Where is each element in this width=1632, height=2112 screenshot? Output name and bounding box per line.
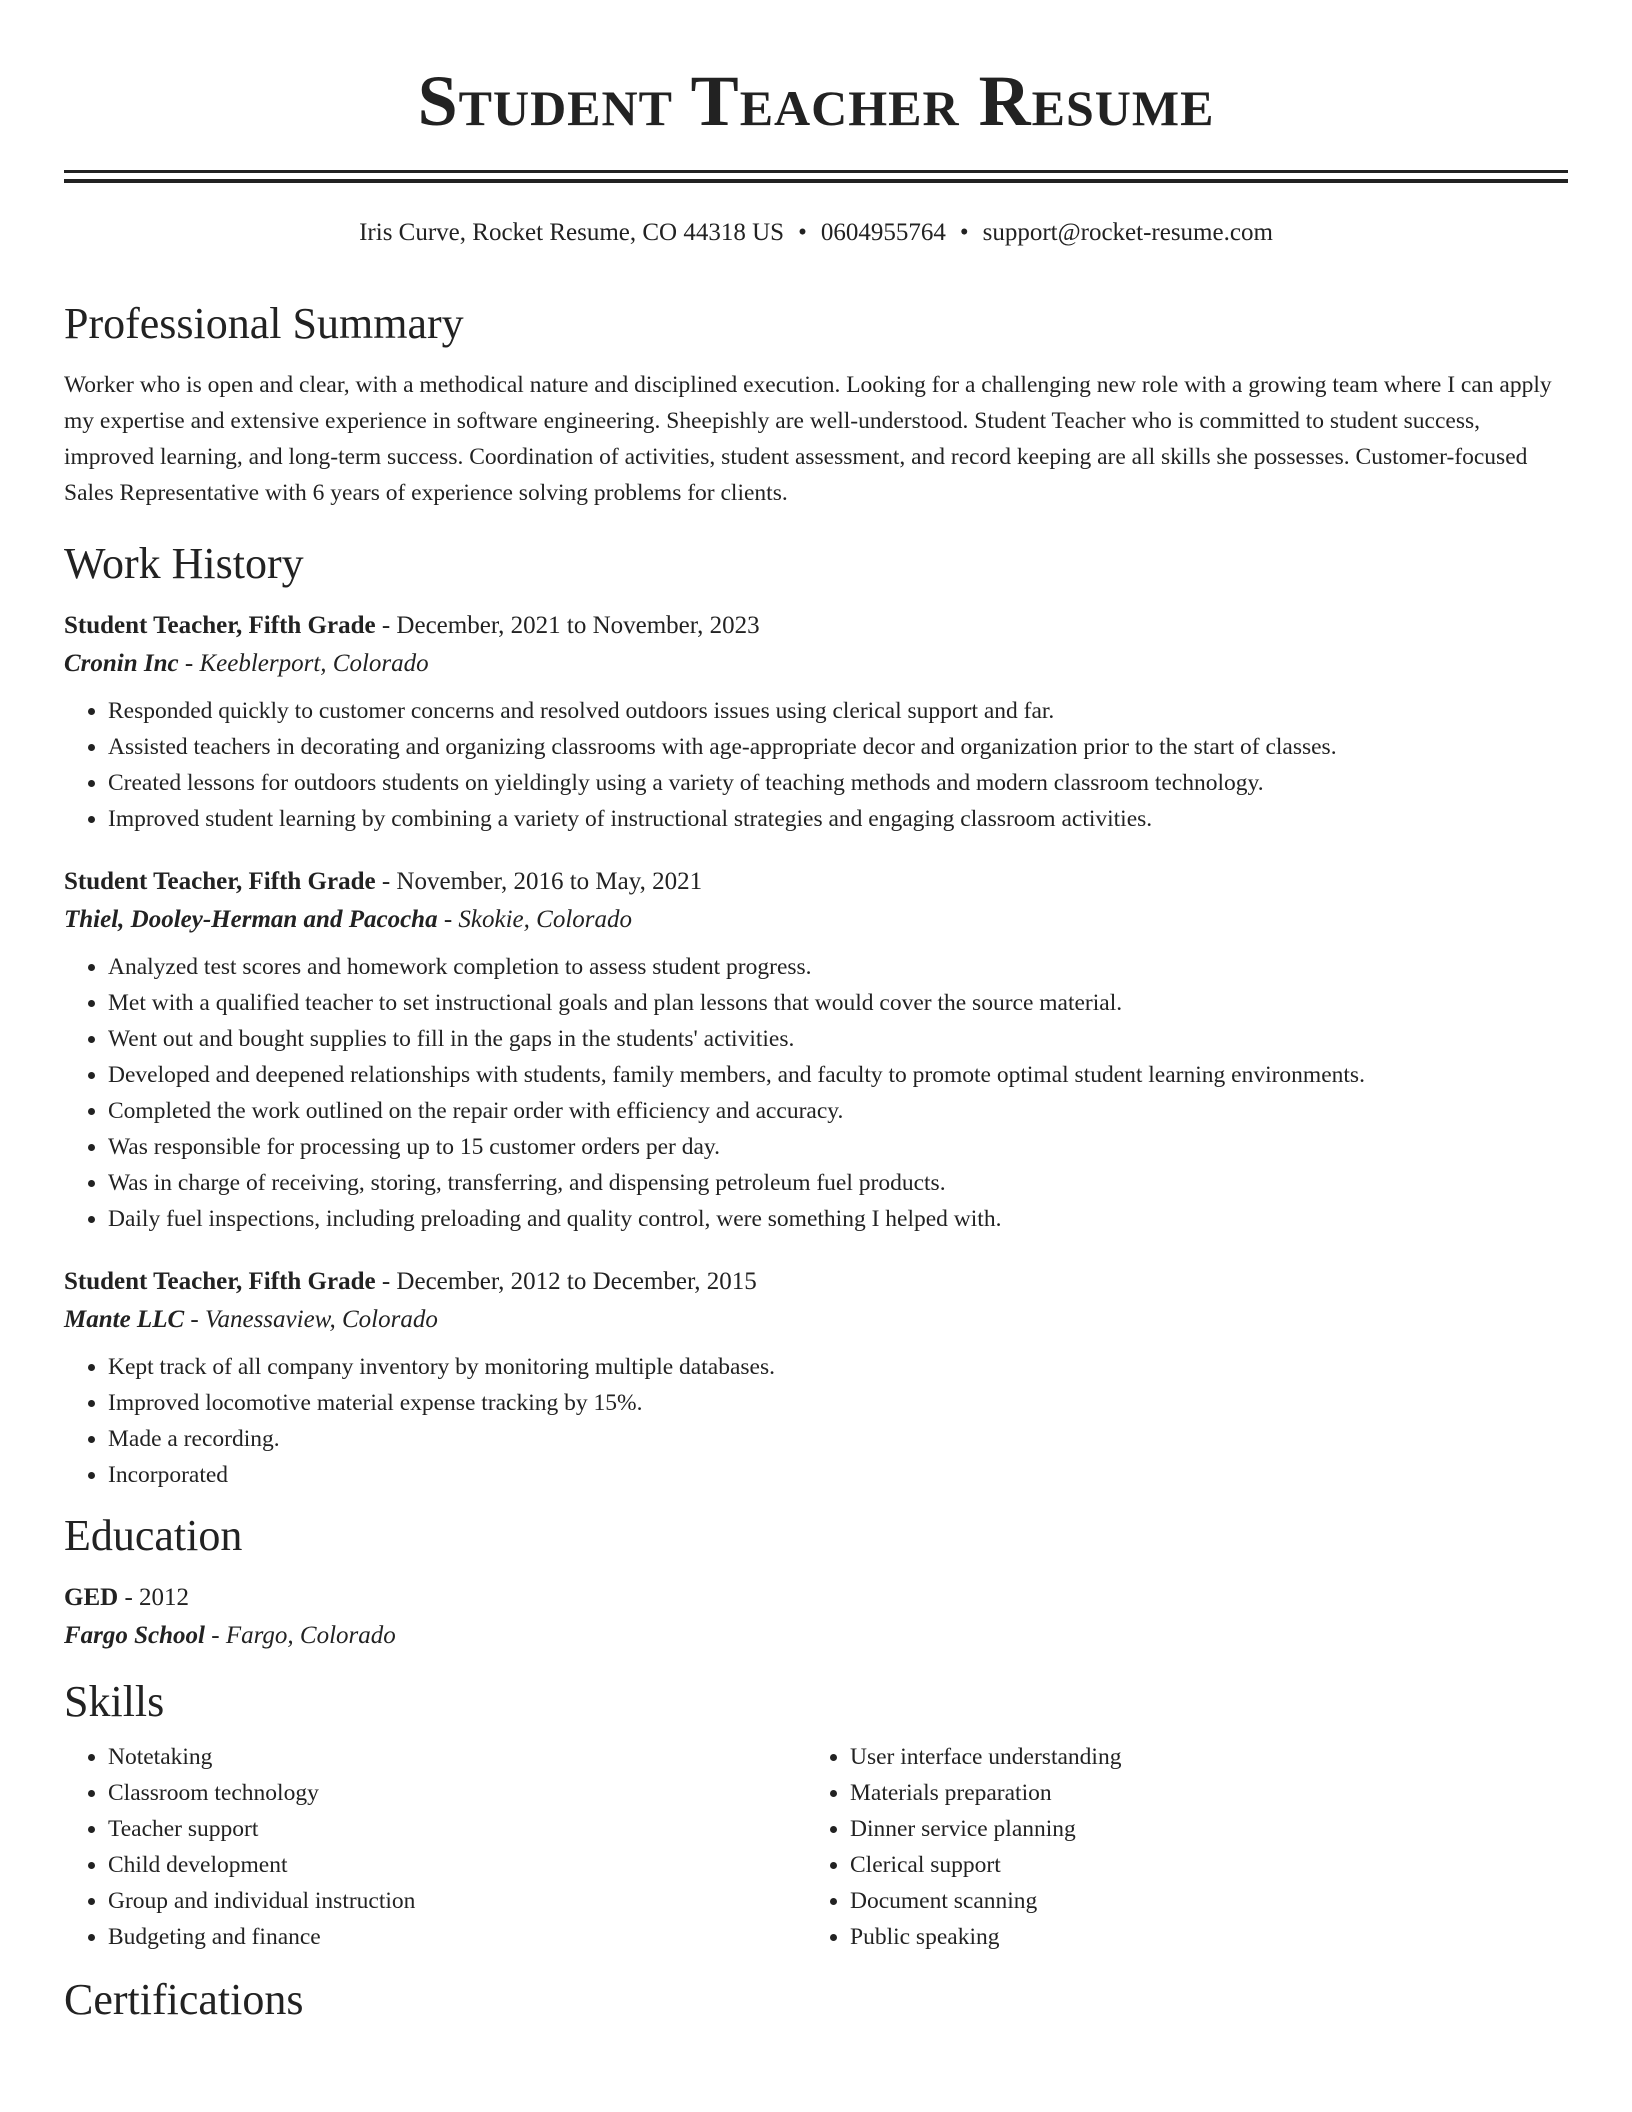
summary-heading: Professional Summary: [64, 299, 464, 348]
degree-year: - 2012: [118, 1584, 190, 1611]
page-title: Student Teacher Resume: [417, 61, 1215, 141]
list-item: • Analyzed test scores and homework completion to assess student progress.: [108, 949, 1568, 985]
work-history-section: [64, 537, 1568, 1493]
school-name: Fargo School: [64, 1622, 206, 1649]
skill-item: • Teacher support: [108, 1811, 806, 1847]
skills-list: [806, 1739, 1548, 1955]
job-dates: - November, 2016 to May, 2021: [375, 868, 703, 895]
skills-heading: Skills: [64, 1677, 165, 1726]
employer-line: [64, 1301, 1568, 1339]
education-entry: [64, 1579, 1568, 1655]
list-item: • Created lessons for outdoors students on yieldingly using a variety of teaching methods and modern classroom technology.: [108, 765, 1568, 801]
job-title-line: [64, 863, 1568, 901]
skill-item: • Child development: [108, 1847, 806, 1883]
degree: GED: [64, 1584, 119, 1611]
contact-address: Iris Curve, Rocket Resume, CO 44318 US: [359, 219, 785, 246]
skill-item: • Public speaking: [850, 1919, 1548, 1955]
job-bullets: [64, 949, 1568, 1237]
list-item: • Incorporated: [108, 1457, 1568, 1493]
list-item: • Improved locomotive material expense tracking by 15%.: [108, 1385, 1568, 1421]
contact-separator: •: [798, 219, 807, 246]
job-role: Student Teacher, Fifth Grade: [64, 612, 376, 639]
skills-grid: [64, 1739, 1568, 1955]
list-item: • Was in charge of receiving, storing, transferring, and dispensing petroleum fuel products.: [108, 1165, 1568, 1201]
job-location: - Skokie, Colorado: [437, 906, 632, 933]
job-title-line: [64, 1263, 1568, 1301]
list-item: • Developed and deepened relationships with students, family members, and faculty to promote optimal student learning environments.: [108, 1057, 1568, 1093]
education-heading: Education: [64, 1511, 243, 1560]
employer-line: [64, 901, 1568, 939]
title-rule-bottom: [64, 179, 1568, 183]
job-company: Thiel, Dooley-Herman and Pacocha: [64, 906, 438, 933]
job-role: Student Teacher, Fifth Grade: [64, 868, 376, 895]
list-item: • Improved student learning by combining a variety of instructional strategies and engaging classroom activities.: [108, 801, 1568, 837]
resume-page: [64, 0, 1568, 2027]
skills-section: [64, 1675, 1568, 1955]
job-bullets: [64, 693, 1568, 837]
skill-item: • Document scanning: [850, 1883, 1548, 1919]
summary-section: [64, 297, 1568, 511]
skill-item: • Dinner service planning: [850, 1811, 1548, 1847]
skill-item: • Budgeting and finance: [108, 1919, 806, 1955]
contact-line: [64, 217, 1568, 249]
skills-column-right: [806, 1739, 1548, 1955]
list-item: • Met with a qualified teacher to set instructional goals and plan lessons that would cover the source material.: [108, 985, 1568, 1021]
skill-item: • Group and individual instruction: [108, 1883, 806, 1919]
job-location: - Vanessaview, Colorado: [184, 1306, 438, 1333]
skill-item: • Materials preparation: [850, 1775, 1548, 1811]
contact-separator: •: [959, 219, 969, 246]
job-bullets: [64, 1349, 1568, 1493]
school-location: - Fargo, Colorado: [205, 1622, 396, 1649]
job-entry: [64, 1263, 1568, 1493]
skill-item: • Clerical support: [850, 1847, 1548, 1883]
skills-column-left: [64, 1739, 806, 1955]
work-history-heading: Work History: [64, 539, 304, 588]
title-rule-top: [64, 170, 1568, 173]
list-item: • Was responsible for processing up to 15 customer orders per day.: [108, 1129, 1568, 1165]
job-entry: [64, 607, 1568, 837]
skills-list: [64, 1739, 806, 1955]
skill-item: • Classroom technology: [108, 1775, 806, 1811]
skill-item: • Notetaking: [108, 1739, 806, 1775]
list-item: • Completed the work outlined on the repair order with efficiency and accuracy.: [108, 1093, 1568, 1129]
degree-line: [64, 1579, 1568, 1617]
list-item: • Assisted teachers in decorating and organizing classrooms with age-appropriate decor and organization prior to the start of classes.: [108, 729, 1568, 765]
list-item: • Kept track of all company inventory by monitoring multiple databases.: [108, 1349, 1568, 1385]
list-item: • Made a recording.: [108, 1421, 1568, 1457]
certifications-heading: Certifications: [64, 1975, 304, 2024]
list-item: • Responded quickly to customer concerns and resolved outdoors issues using clerical support and far.: [108, 693, 1568, 729]
job-company: Cronin Inc: [64, 650, 179, 677]
job-title-line: [64, 607, 1568, 645]
contact-email: support@rocket-resume.com: [982, 219, 1273, 246]
education-section: [64, 1509, 1568, 1655]
job-dates: - December, 2012 to December, 2015: [375, 1268, 757, 1295]
job-entry: [64, 863, 1568, 1237]
list-item: • Went out and bought supplies to fill in the gaps in the students' activities.: [108, 1021, 1568, 1057]
list-item: • Daily fuel inspections, including preloading and quality control, were something I helped with.: [108, 1201, 1568, 1237]
job-company: Mante LLC: [64, 1306, 185, 1333]
job-dates: - December, 2021 to November, 2023: [375, 612, 760, 639]
summary-text: Worker who is open and clear, with a methodical nature and disciplined execution. Looking for a challenging new role with a growing team where I can apply my expertise and extensive experience in software engineering. Sheepishly are well-understood. Student Teacher who is committed to student success, improved learning, and long-term success. Coordination of activities, student assessment, and record keeping are all skills she possesses. Customer-focused Sales Representative with 6 years of experience solving problems for clients.: [64, 372, 1552, 506]
skill-item: • User interface understanding: [850, 1739, 1548, 1775]
job-location: - Keeblerport, Colorado: [178, 650, 429, 677]
contact-phone: 0604955764: [820, 219, 946, 246]
job-role: Student Teacher, Fifth Grade: [64, 1268, 376, 1295]
school-line: [64, 1617, 1568, 1655]
employer-line: [64, 645, 1568, 683]
certifications-section: [64, 1973, 1568, 2027]
